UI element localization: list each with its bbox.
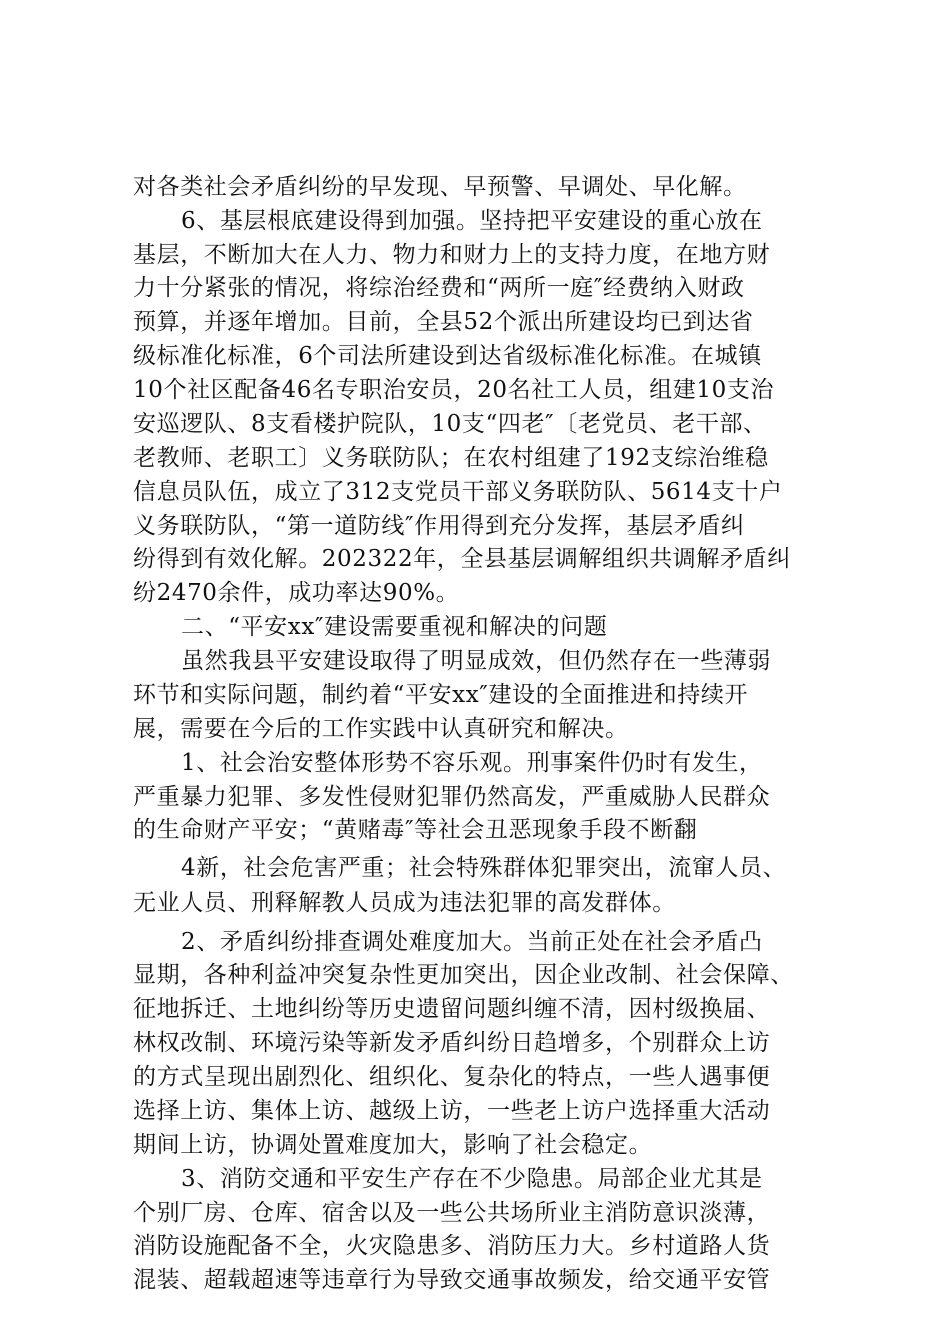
text-line: 严重暴力犯罪、多发性侵财犯罪仍然高发，严重威胁人民群众 [133,784,771,810]
text-line: 环节和实际问题，制约着“平安xx″建设的全面推进和持续开 [133,682,749,708]
text-line: 级标准化标准，6个司法所建设到达省级标准化标准。在城镇 [133,343,762,369]
text-line: 选择上访、集体上访、越级上访，一些老上访户选择重大活动 [133,1098,771,1124]
paragraph-first-line: 1、社会治安整体形势不容乐观。刑事案件仍时有发生， [181,750,763,776]
text-line: 林权改制、环境污染等新发矛盾纠纷日趋增多，个别群众上访 [133,1030,771,1056]
text-line: 征地拆迁、土地纠纷等历史遗留问题纠缠不清，因村级换届、 [133,996,771,1022]
text-line: 义务联防队，“第一道防线″作用得到充分发挥，基层矛盾纠 [133,513,745,539]
paragraph-first-line: 虽然我县平安建设取得了明显成效，但仍然存在一些薄弱 [181,648,771,674]
text-line: 预算，并逐年增加。目前，全县52个派出所建设均已到达省 [133,309,754,335]
text-line: 显期，各种利益冲突复杂性更加突出，因企业改制、社会保障、 [133,962,794,988]
text-line: 的生命财产平安；“黄赌毒″等社会丑恶现象手段不断翻 [133,817,698,843]
paragraph-first-line: 3、消防交通和平安生产存在不少隐患。局部企业尤其是 [181,1166,763,1192]
paragraph-first-line: 2、矛盾纠纷排查调处难度加大。当前正处在社会矛盾凸 [181,929,763,955]
text-line: 的方式呈现出剧烈化、组织化、复杂化的特点，一些人遇事便 [133,1064,771,1090]
text-line: 期间上访，协调处置难度加大，影响了社会稳定。 [133,1132,653,1158]
text-line: 消防设施配备不全，火灾隐患多、消防压力大。乡村道路人货 [133,1233,771,1259]
section-heading: 二、“平安xx″建设需要重视和解决的问题 [181,614,608,640]
text-line: 个别厂房、仓库、宿舍以及一些公共场所业主消防意识淡薄， [133,1200,771,1226]
text-line: 信息员队伍，成立了312支党员干部义务联防队、5614支十户 [133,479,783,505]
text-line: 无业人员、刑释解教人员成为违法犯罪的高发群体。 [133,890,676,916]
text-line: 老教师、老职工〕义务联防队；在农村组建了192支综治维稳 [133,445,769,471]
text-line: 纷得到有效化解。202322年，全县基层调解组织共调解矛盾纠 [133,546,791,572]
text-line: 力十分紧张的情况，将综治经费和“两所一庭″经费纳入财政 [133,275,745,301]
paragraph-first-line: 6、基层根底建设得到加强。坚持把平安建设的重心放在 [181,208,763,234]
text-line: 安巡逻队、8支看楼护院队，10支“四老″〔老党员、老干部、 [133,411,767,437]
text-line: 纷2470余件，成功率达90%。 [133,580,460,606]
text-line: 对各类社会矛盾纠纷的早发现、早预警、早调处、早化解。 [133,174,747,200]
text-line: 混装、超载超速等违章行为导致交通事故频发，给交通平安管 [133,1267,771,1293]
text-line: 4新，社会危害严重；社会特殊群体犯罪突出，流窜人员、 [181,855,787,881]
text-line: 基层，不断加大在人力、物力和财力上的支持力度，在地方财 [133,242,771,268]
text-line: 展，需要在今后的工作实践中认真研究和解决。 [133,716,629,742]
text-line: 10个社区配备46名专职治安员，20名社工人员，组建10支治 [133,377,775,403]
